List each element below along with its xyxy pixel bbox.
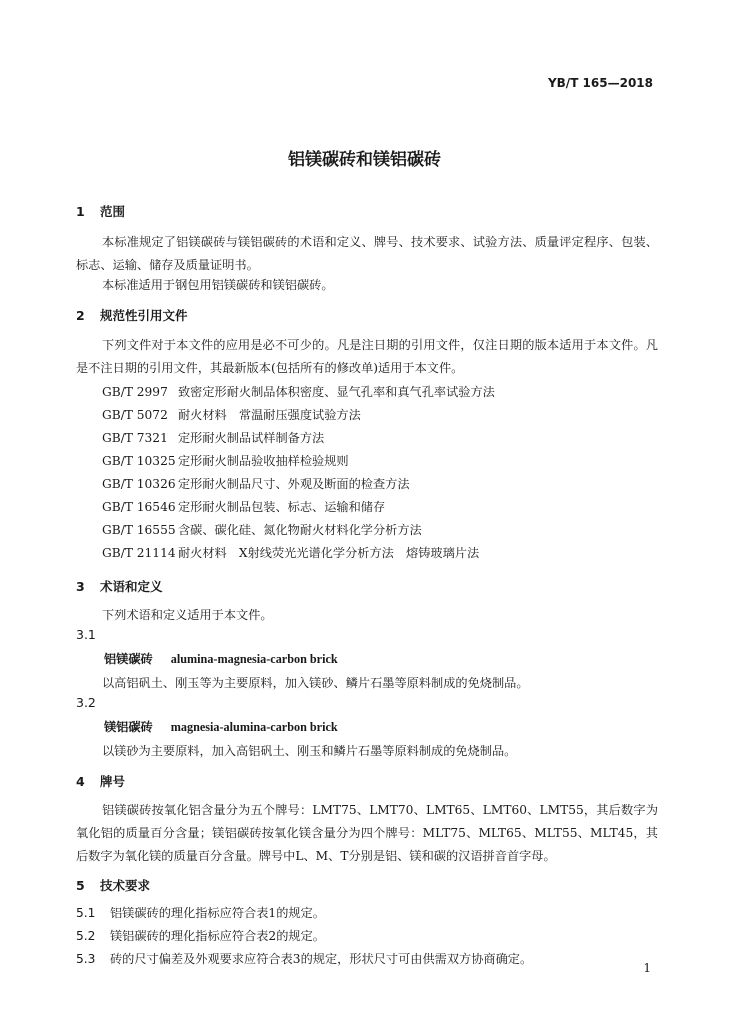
term-number: 3.1 — [76, 627, 96, 642]
section-title: 范围 — [100, 204, 126, 219]
reference-title: 耐火材料 常温耐压强度试验方法 — [178, 408, 361, 422]
reference-item — [102, 521, 422, 538]
requirement-number: 5.2 — [76, 929, 96, 943]
requirement-text: 铝镁碳砖的理化指标应符合表1的规定。 — [110, 906, 325, 920]
reference-item — [102, 383, 495, 400]
reference-code: GB/T 16546 — [102, 500, 176, 514]
section-4-paragraph-1: 铝镁碳砖按氧化铝含量分为五个牌号：LMT75、LMT70、LMT65、LMT60、LMT55，其后数字为氧化铝的质量百分含量；镁铝碳砖按氧化镁含量分为四个牌号：MLT75、MLT65、MLT55、MLT45，其后数字为氧化镁的质量百分含量。牌号中L、M、T分别是铝、镁和碳的汉语拼音首字母。 — [76, 803, 658, 863]
reference-title: 定形耐火制品试样制备方法 — [178, 431, 325, 445]
standard-number: YB/T 165—2018 — [547, 76, 653, 90]
reference-item — [102, 475, 410, 492]
reference-title: 定形耐火制品包装、标志、运输和储存 — [178, 500, 386, 514]
reference-code: GB/T 10325 — [102, 454, 176, 468]
reference-code: GB/T 10326 — [102, 477, 176, 491]
reference-item — [102, 544, 479, 561]
reference-title: 耐火材料 X射线荧光光谱化学分析方法 熔铸玻璃片法 — [178, 546, 480, 560]
reference-title: 定形耐火制品尺寸、外观及断面的检查方法 — [178, 477, 410, 491]
section-3-heading — [76, 577, 163, 595]
requirement-number: 5.3 — [76, 952, 96, 966]
section-number: 4 — [76, 774, 85, 789]
page-number: 1 — [643, 961, 651, 975]
term-zh: 铝镁碳砖 — [104, 652, 153, 666]
reference-title: 定形耐火制品验收抽样检验规则 — [178, 454, 349, 468]
section-5-heading — [76, 876, 150, 894]
requirement-text: 砖的尺寸偏差及外观要求应符合表3的规定，形状尺寸可由供需双方协商确定。 — [110, 952, 533, 966]
reference-item — [102, 406, 361, 423]
section-title: 技术要求 — [100, 878, 151, 893]
section-title: 牌号 — [100, 774, 126, 789]
section-4-heading — [76, 772, 125, 790]
requirement-item — [76, 904, 325, 921]
section-1-heading — [76, 202, 125, 220]
reference-code: GB/T 7321 — [102, 431, 168, 445]
reference-code: GB/T 2997 — [102, 385, 168, 399]
term-definition: 以高铝矾土、刚玉等为主要原料，加入镁砂、鳞片石墨等原料制成的免烧制品。 — [102, 676, 529, 690]
document-title: 铝镁碳砖和镁铝碳砖 — [288, 150, 441, 170]
section-1-paragraph-1: 本标准规定了铝镁碳砖与镁铝碳砖的术语和定义、牌号、技术要求、试验方法、质量评定程序、包装、标志、运输、储存及质量证明书。 — [76, 235, 658, 272]
section-2-paragraph-1: 下列文件对于本文件的应用是必不可少的。凡是注日期的引用文件，仅注日期的版本适用于本文件。凡是不注日期的引用文件，其最新版本(包括所有的修改单)适用于本文件。 — [76, 338, 658, 375]
reference-code: GB/T 5072 — [102, 408, 168, 422]
term-definition: 以镁砂为主要原料，加入高铝矾土、刚玉和鳞片石墨等原料制成的免烧制品。 — [102, 744, 517, 758]
reference-title: 含碳、碳化硅、氮化物耐火材料化学分析方法 — [178, 523, 422, 537]
section-3-paragraph-1: 下列术语和定义适用于本文件。 — [102, 608, 273, 622]
requirement-item — [76, 950, 532, 967]
requirement-item — [76, 927, 325, 944]
reference-code: GB/T 21114 — [102, 546, 176, 560]
requirement-text: 镁铝碳砖的理化指标应符合表2的规定。 — [110, 929, 325, 943]
section-2-heading — [76, 306, 188, 324]
section-title: 规范性引用文件 — [100, 308, 188, 323]
term-heading — [104, 650, 338, 667]
term-en: magnesia-alumina-carbon brick — [170, 720, 338, 734]
term-en: alumina-magnesia-carbon brick — [170, 652, 338, 666]
reference-item — [102, 429, 324, 446]
reference-title: 致密定形耐火制品体积密度、显气孔率和真气孔率试验方法 — [178, 385, 495, 399]
reference-code: GB/T 16555 — [102, 523, 176, 537]
section-number: 2 — [76, 308, 85, 323]
section-1-paragraph-2: 本标准适用于钢包用铝镁碳砖和镁铝碳砖。 — [102, 278, 334, 292]
requirement-number: 5.1 — [76, 906, 96, 920]
section-number: 3 — [76, 579, 85, 594]
term-zh: 镁铝碳砖 — [104, 720, 153, 734]
reference-item — [102, 498, 385, 515]
term-number: 3.2 — [76, 695, 96, 710]
term-heading — [104, 718, 338, 735]
reference-item — [102, 452, 349, 469]
section-number: 1 — [76, 204, 85, 219]
section-number: 5 — [76, 878, 85, 893]
section-title: 术语和定义 — [100, 579, 163, 594]
